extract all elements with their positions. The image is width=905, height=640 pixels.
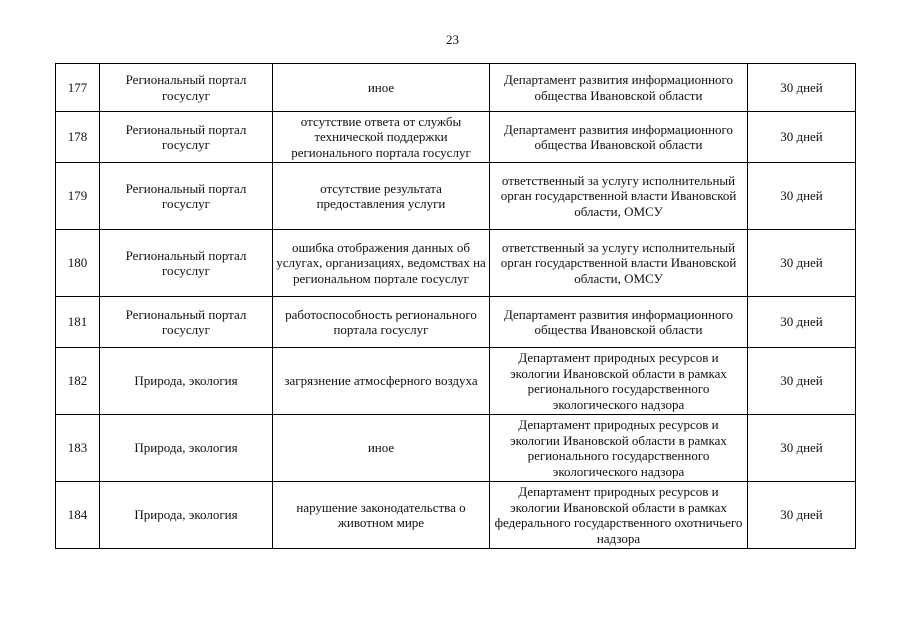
responsible-cell: Департамент природных ресурсов и экологии Ивановской области в рамках федерального государственного охотничьего надзора xyxy=(490,482,748,549)
table-row xyxy=(56,415,856,482)
responsible-cell: Департамент развития информационного общества Ивановской области xyxy=(490,112,748,163)
table-row xyxy=(56,297,856,348)
term-cell: 30 дней xyxy=(748,64,856,112)
issue-cell: ошибка отображения данных об услугах, организациях, ведомствах на региональном портале госуслуг xyxy=(273,230,490,297)
term-cell: 30 дней xyxy=(748,112,856,163)
category-cell: Природа, экология xyxy=(100,415,273,482)
term-cell: 30 дней xyxy=(748,163,856,230)
row-number: 183 xyxy=(56,415,100,482)
category-cell: Региональный портал госуслуг xyxy=(100,112,273,163)
row-number: 181 xyxy=(56,297,100,348)
responsible-cell: ответственный за услугу исполнительный орган государственной власти Ивановской области, ОМСУ xyxy=(490,163,748,230)
term-cell: 30 дней xyxy=(748,230,856,297)
table-row xyxy=(56,64,856,112)
table-row xyxy=(56,163,856,230)
category-cell: Региональный портал госуслуг xyxy=(100,230,273,297)
issue-cell: отсутствие ответа от службы технической поддержки регионального портала госуслуг xyxy=(273,112,490,163)
responsible-cell: ответственный за услугу исполнительный орган государственной власти Ивановской области, ОМСУ xyxy=(490,230,748,297)
responsible-cell: Департамент природных ресурсов и экологии Ивановской области в рамках регионального государственного экологического надзора xyxy=(490,415,748,482)
row-number: 177 xyxy=(56,64,100,112)
term-cell: 30 дней xyxy=(748,348,856,415)
issue-cell: отсутствие результата предоставления услуги xyxy=(273,163,490,230)
category-cell: Природа, экология xyxy=(100,482,273,549)
issue-cell: работоспособность регионального портала госуслуг xyxy=(273,297,490,348)
term-cell: 30 дней xyxy=(748,482,856,549)
issue-cell: загрязнение атмосферного воздуха xyxy=(273,348,490,415)
table-row xyxy=(56,112,856,163)
issue-cell: иное xyxy=(273,64,490,112)
row-number: 178 xyxy=(56,112,100,163)
row-number: 179 xyxy=(56,163,100,230)
responsible-cell: Департамент развития информационного общества Ивановской области xyxy=(490,297,748,348)
page-number: 23 xyxy=(446,32,459,47)
category-cell: Региональный портал госуслуг xyxy=(100,297,273,348)
table-row xyxy=(56,482,856,549)
row-number: 180 xyxy=(56,230,100,297)
responsible-cell: Департамент развития информационного общества Ивановской области xyxy=(490,64,748,112)
table-row xyxy=(56,230,856,297)
row-number: 182 xyxy=(56,348,100,415)
category-cell: Региональный портал госуслуг xyxy=(100,64,273,112)
issue-cell: нарушение законодательства о животном мире xyxy=(273,482,490,549)
term-cell: 30 дней xyxy=(748,297,856,348)
category-cell: Природа, экология xyxy=(100,348,273,415)
row-number: 184 xyxy=(56,482,100,549)
services-table xyxy=(55,63,856,549)
issue-cell: иное xyxy=(273,415,490,482)
category-cell: Региональный портал госуслуг xyxy=(100,163,273,230)
term-cell: 30 дней xyxy=(748,415,856,482)
table-row xyxy=(56,348,856,415)
responsible-cell: Департамент природных ресурсов и экологии Ивановской области в рамках регионального государственного экологического надзора xyxy=(490,348,748,415)
